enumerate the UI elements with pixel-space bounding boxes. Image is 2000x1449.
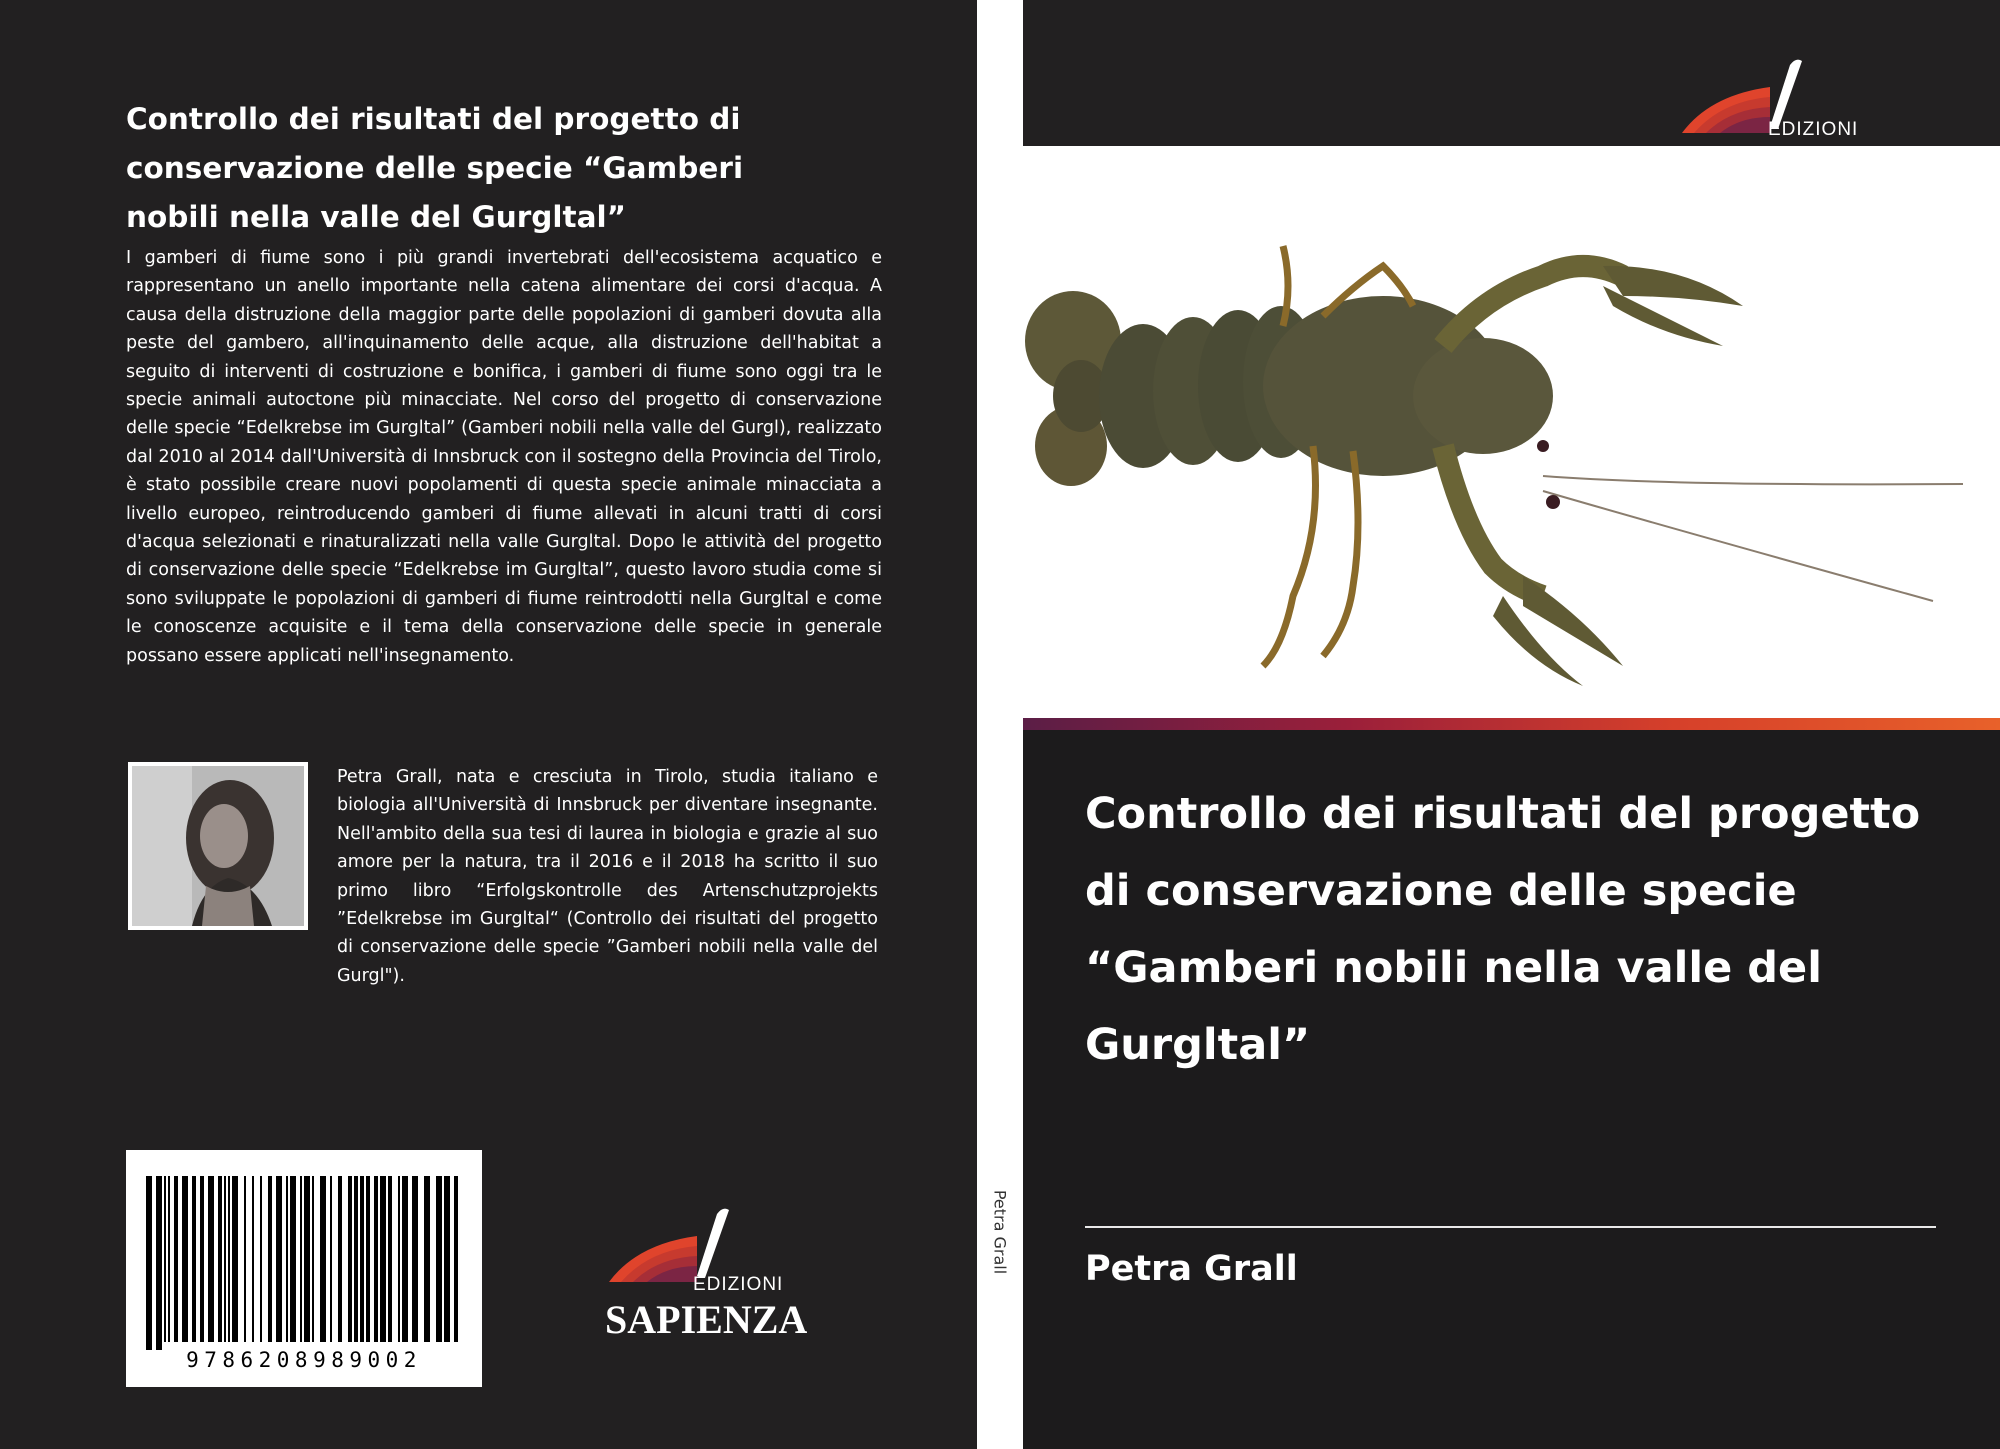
back-cover: [0, 0, 977, 1449]
barcode-bar: [290, 1176, 296, 1342]
barcode-bar: [192, 1176, 196, 1342]
spine-author: Petra Grall: [990, 1189, 1010, 1275]
barcode-bar: [244, 1176, 246, 1342]
accent-gradient-bar: [1023, 718, 2000, 730]
barcode-bar: [398, 1176, 400, 1342]
barcode-bar: [380, 1176, 386, 1342]
front-cover: [1023, 0, 2000, 1449]
logo-edizioni-label: EDIZIONI: [693, 1274, 784, 1295]
barcode-bar: [252, 1176, 254, 1342]
barcode-bar: [276, 1176, 282, 1342]
barcode-bar: [444, 1176, 450, 1342]
barcode-bar: [286, 1176, 288, 1342]
barcode-bar: [168, 1176, 170, 1342]
barcode-bar: [260, 1176, 262, 1342]
barcode-bar: [228, 1176, 230, 1342]
isbn-barcode: [126, 1150, 482, 1387]
barcode-bar: [360, 1176, 364, 1342]
barcode-bar: [304, 1176, 310, 1342]
barcode-bar: [338, 1176, 342, 1342]
barcode-bar: [156, 1176, 162, 1350]
barcode-bar: [164, 1176, 166, 1342]
barcode-bar: [182, 1176, 188, 1342]
barcode-bar: [366, 1176, 370, 1342]
barcode-bar: [232, 1176, 238, 1342]
barcode-bar: [454, 1176, 458, 1342]
barcode-bar: [224, 1176, 226, 1342]
barcode-bar: [200, 1176, 204, 1342]
barcode-bar: [312, 1176, 314, 1342]
logo-sapienza-label: SAPIENZA: [605, 1297, 808, 1342]
barcode-number: 9786208989002: [186, 1348, 422, 1372]
barcode-bars: [126, 1150, 482, 1350]
barcode-bar: [436, 1176, 442, 1342]
crayfish-photo: [1023, 146, 2000, 718]
barcode-bar: [388, 1176, 392, 1342]
publisher-logo-back: [597, 1206, 813, 1340]
barcode-bar: [208, 1176, 214, 1342]
author-photo: [128, 762, 308, 930]
barcode-bar: [412, 1176, 418, 1342]
barcode-bar: [424, 1176, 430, 1342]
barcode-bar: [348, 1176, 352, 1342]
front-cover-title: Controllo dei risultati del progetto di conservazione delle specie “Gamberi nobili nella valle del Gurgltal”: [1085, 789, 1921, 1070]
back-cover-blurb: I gamberi di fiume sono i più grandi invertebrati dell'ecosistema acquatico e rappresentano un anello importante nella catena alimentare dei corsi d'acqua. A causa della distruzione della maggior parte delle popolazioni di gamberi dovuta alla peste del gambero, all'inquinamento delle acque, alla distruzione dell'habitat a seguito di interventi di costruzione e bonifica, i gamberi di fiume sono oggi tra le specie animali autoctone più minacciate. Nel corso del progetto di conservazione delle specie “Edelkrebse im Gurgltal” (Gamberi nobili nella valle del Gurgl), realizzato dal 2010 al 2014 dall'Università di Innsbruck con il sostegno della Provincia del Tirolo, è stato possibile creare nuovi popolamenti di questa specie animale minacciata a livello europeo, reintroducendo gamberi di fiume allevati in alcuni tratti di corsi d'acqua selezionati e rinaturalizzati nella valle Gurgltal. Dopo le attività del progetto di conservazione delle specie “Edelkrebse im Gurgltal”, questo lavoro studia come si sono sviluppate le popolazioni di gamberi di fiume reintrodotti nella Gurgltal e come le conoscenze acquisite e il tema della conservazione delle specie in generale possano essere applicati nell'insegnamento.: [126, 248, 882, 666]
front-cover-author: Petra Grall: [1085, 1249, 1298, 1289]
barcode-bar: [402, 1176, 408, 1342]
back-cover-title: Controllo dei risultati del progetto di conservazione delle specie “Gamberi nobili nella valle del Gurgltal”: [126, 102, 744, 234]
barcode-bar: [320, 1176, 326, 1342]
barcode-bar: [374, 1176, 378, 1342]
logo-edizioni-label: EDIZIONI: [1768, 119, 1859, 140]
barcode-bar: [300, 1176, 302, 1342]
title-divider: [1085, 1226, 1936, 1228]
barcode-bar: [174, 1176, 178, 1342]
barcode-bar: [146, 1176, 152, 1350]
author-bio: Petra Grall, nata e cresciuta in Tirolo, studia italiano e biologia all'Università di Innsbruck per diventare insegnante. Nell'ambito della sua tesi di laurea in biologia e grazie al suo amore per la natura, tra il 2016 e il 2018 ha scritto il suo primo libro “Erfolgskontrolle des Artenschutzprojekts ”Edelkrebse im Gurgltal“ (Controllo dei risultati del progetto di conservazione delle specie ”Gamberi nobili nella valle del Gurgl").: [337, 767, 878, 986]
barcode-bar: [354, 1176, 358, 1342]
crayfish-image: [1023, 146, 2000, 718]
barcode-bar: [330, 1176, 332, 1342]
barcode-bar: [218, 1176, 222, 1342]
author-portrait-image: [132, 766, 304, 926]
barcode-bar: [268, 1176, 272, 1342]
